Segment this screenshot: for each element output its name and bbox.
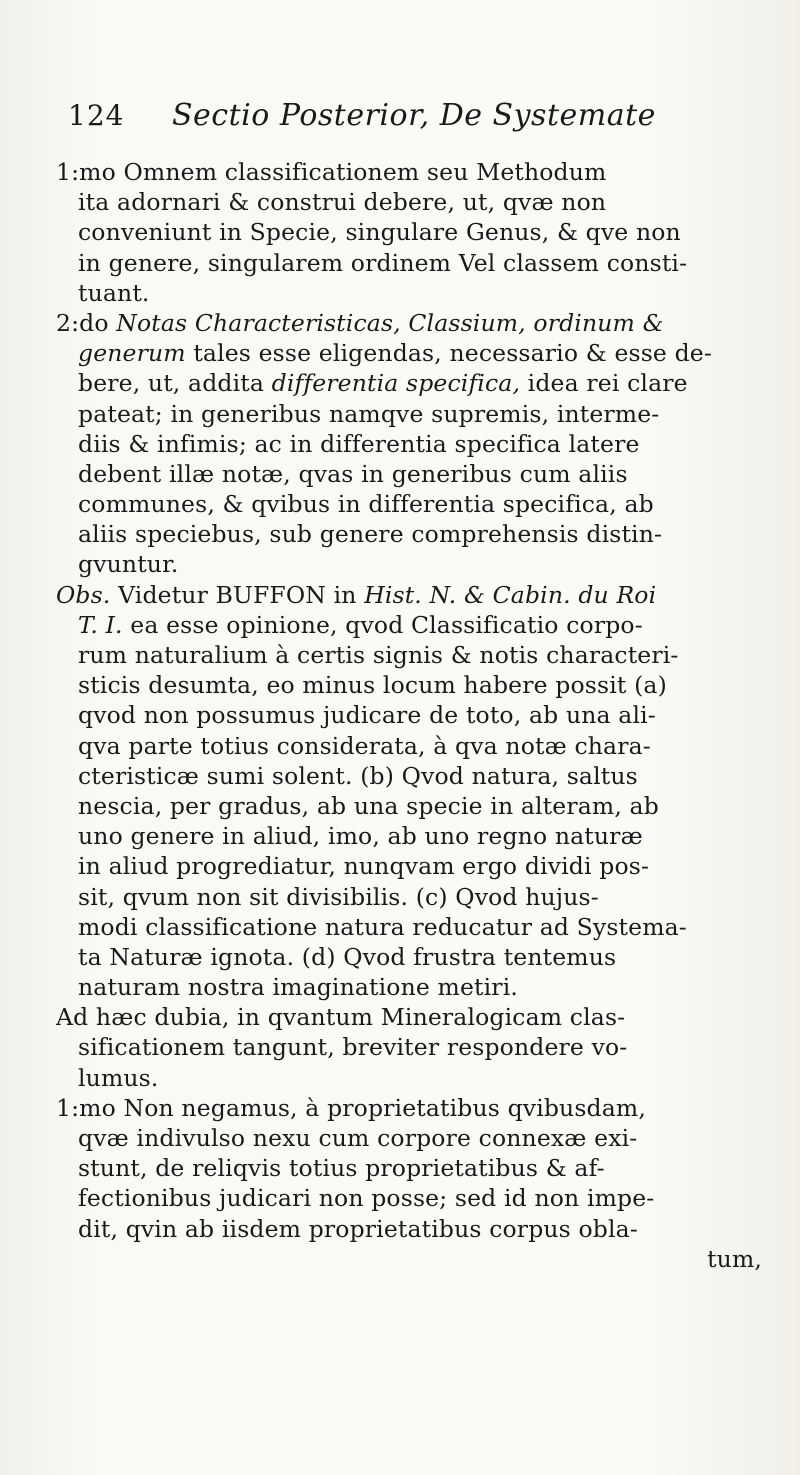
running-title: Sectio Posterior, De Systemate <box>172 98 656 133</box>
text-line <box>56 549 768 579</box>
text-span: lumus. <box>78 1063 159 1092</box>
text-line <box>56 157 768 187</box>
text-line <box>56 761 768 791</box>
text-line <box>56 368 768 398</box>
text-span: Videtur BUFFON in <box>110 580 365 609</box>
text-line <box>56 731 768 761</box>
italic-text: generum <box>78 339 186 368</box>
text-span: pateat; in generibus namqve supremis, interme- <box>78 399 660 428</box>
text-line <box>56 1123 768 1153</box>
text-line <box>56 1002 768 1032</box>
text-span: sticis desumta, eo minus locum habere possit (a) <box>78 671 667 700</box>
text-line <box>56 640 768 670</box>
text-span: qvod non possumus judicare de toto, ab una ali- <box>78 701 656 730</box>
text-span: communes, & qvibus in differentia specifica, ab <box>78 490 654 519</box>
text-line <box>56 791 768 821</box>
text-span: rum naturalium à certis signis & notis characteri- <box>78 641 679 669</box>
text-span: ea esse opinione, qvod Classificatio corpo- <box>122 610 643 639</box>
italic-text: Obs. <box>56 580 111 609</box>
italic-text: differentia specifica, <box>271 369 521 398</box>
text-span: 2:do <box>56 308 117 337</box>
text-span: 1:mo Non negamus, à proprietatibus qvibusdam, <box>56 1093 646 1122</box>
text-span: qva parte totius considerata, à qva notæ chara- <box>78 731 651 760</box>
text-line <box>56 610 768 640</box>
text-span: diis & infimis; ac in differentia specifica latere <box>78 429 640 458</box>
text-line <box>56 217 768 247</box>
text-span: debent illæ notæ, qvas in generibus cum aliis <box>78 459 628 488</box>
italic-text: T. I. <box>78 610 123 639</box>
text-line <box>56 1153 768 1183</box>
text-line <box>56 1244 768 1274</box>
text-line <box>56 851 768 881</box>
running-head <box>68 96 768 136</box>
text-span: in genere, singularem ordinem Vel classem consti- <box>78 248 688 277</box>
body-text <box>56 157 768 1274</box>
text-line <box>56 429 768 459</box>
text-line <box>56 912 768 942</box>
text-line <box>56 1093 768 1123</box>
text-line <box>56 580 768 610</box>
text-span: tum, <box>707 1244 762 1273</box>
text-span: gvuntur. <box>78 550 179 579</box>
text-line <box>56 700 768 730</box>
text-line <box>56 248 768 278</box>
italic-text: Notas Characteristicas, Classium, ordinum & <box>116 308 664 337</box>
text-line <box>56 1214 768 1244</box>
text-span: idea rei clare <box>520 369 688 398</box>
text-span: uno genere in aliud, imo, ab uno regno naturæ <box>78 822 643 851</box>
text-line <box>56 399 768 429</box>
text-line <box>56 670 768 700</box>
text-line <box>56 187 768 217</box>
text-line <box>56 942 768 972</box>
text-line <box>56 1063 768 1093</box>
text-span: naturam nostra imaginatione metiri. <box>78 973 518 1002</box>
text-span: ita adornari & construi debere, ut, qvæ non <box>78 188 607 217</box>
text-span: fectionibus judicari non posse; sed id non impe- <box>78 1184 655 1213</box>
text-line <box>56 882 768 912</box>
text-span: stunt, de reliqvis totius proprietatibus & af- <box>78 1154 605 1183</box>
text-line <box>56 1183 768 1213</box>
text-span: nescia, per gradus, ab una specie in alteram, ab <box>78 791 659 820</box>
text-span: modi classificatione natura reducatur ad Systema- <box>78 912 687 941</box>
text-span: tales esse eligendas, necessario & esse de- <box>185 339 712 368</box>
text-span: conveniunt in Specie, singulare Genus, & qve non <box>78 218 681 247</box>
text-line <box>56 278 768 308</box>
text-span: bere, ut, addita <box>78 369 272 398</box>
text-span: dit, qvin ab iisdem proprietatibus corpus obla- <box>78 1214 638 1243</box>
text-span: ta Naturæ ignota. (d) Qvod frustra tentemus <box>78 942 617 971</box>
text-span: sificationem tangunt, breviter respondere vo- <box>78 1033 628 1062</box>
text-line <box>56 489 768 519</box>
text-line <box>56 459 768 489</box>
text-line <box>56 308 768 338</box>
text-span: sit, qvum non sit divisibilis. (c) Qvod hujus- <box>78 882 599 911</box>
text-span: aliis speciebus, sub genere comprehensis distin- <box>78 520 663 549</box>
text-line <box>56 972 768 1002</box>
text-span: Ad hæc dubia, in qvantum Mineralogicam clas- <box>56 1003 626 1032</box>
text-line <box>56 519 768 549</box>
text-line <box>56 821 768 851</box>
text-span: tuant. <box>78 278 150 307</box>
text-span: in aliud progrediatur, nunqvam ergo dividi pos- <box>78 852 650 881</box>
italic-text: Hist. N. & Cabin. du Roi <box>364 580 657 609</box>
text-line <box>56 338 768 368</box>
text-line <box>56 1032 768 1062</box>
text-span: cteristicæ sumi solent. (b) Qvod natura, saltus <box>78 761 638 790</box>
text-span: 1:mo Omnem classificationem seu Methodum <box>56 158 607 186</box>
page-number: 124 <box>68 99 125 132</box>
text-span: qvæ indivulso nexu cum corpore connexæ exi- <box>78 1124 638 1152</box>
